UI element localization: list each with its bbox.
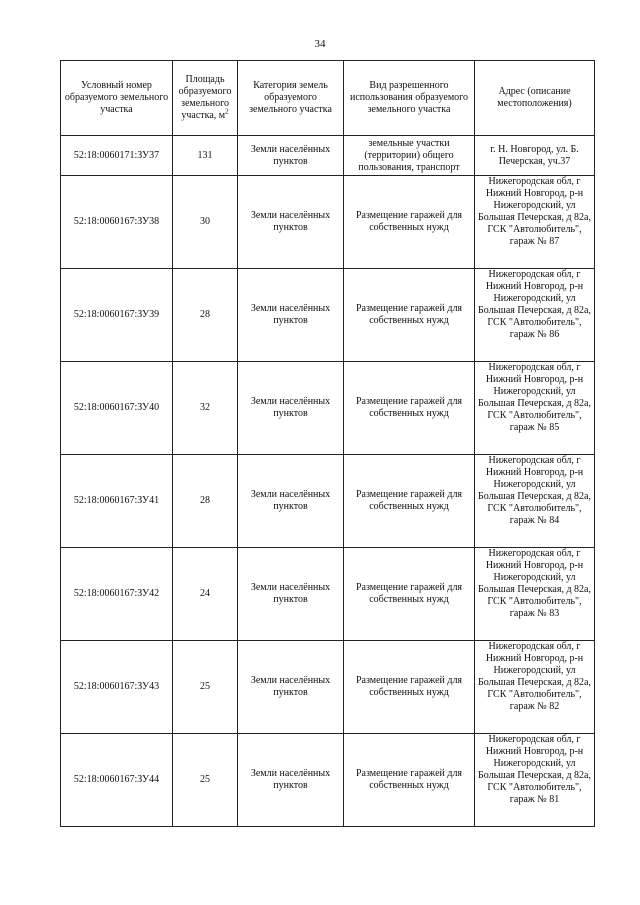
header-area-text: Площадь образуемого земельного участка, м [178,74,232,121]
header-address: Адрес (описание местоположения) [475,61,595,136]
cell-permitted-use: Размещение гаражей для собственных нужд [344,641,475,734]
cell-category: Земли населённых пунктов [238,269,344,362]
cell-address: Нижегородская обл, г Нижний Новгород, р-н Нижегородский, ул Большая Печерская, д 82а, ГСК "Автолюбитель", гараж № 84 [475,455,595,548]
cell-area: 25 [173,734,238,827]
table-row [61,548,595,641]
table-row [61,362,595,455]
cell-plot-number: 52:18:0060167:ЗУ44 [61,734,173,827]
cell-category: Земли населённых пунктов [238,548,344,641]
table-header-row [61,61,595,136]
cell-category: Земли населённых пунктов [238,362,344,455]
cell-permitted-use: Размещение гаражей для собственных нужд [344,269,475,362]
header-area-sup: 2 [225,107,229,116]
cell-plot-number: 52:18:0060167:ЗУ42 [61,548,173,641]
cell-address: Нижегородская обл, г Нижний Новгород, р-н Нижегородский, ул Большая Печерская, д 82а, ГСК "Автолюбитель", гараж № 81 [475,734,595,827]
table-row [61,269,595,362]
cell-address: Нижегородская обл, г Нижний Новгород, р-н Нижегородский, ул Большая Печерская, д 82а, ГСК "Автолюбитель", гараж № 82 [475,641,595,734]
header-permitted-use: Вид разрешенного использования образуемого земельного участка [344,61,475,136]
page-number: 34 [314,38,326,50]
cell-plot-number: 52:18:0060167:ЗУ40 [61,362,173,455]
cell-address: Нижегородская обл, г Нижний Новгород, р-н Нижегородский, ул Большая Печерская, д 82а, ГСК "Автолюбитель", гараж № 87 [475,176,595,269]
cell-area: 28 [173,269,238,362]
cell-permitted-use: Размещение гаражей для собственных нужд [344,362,475,455]
cell-address: Нижегородская обл, г Нижний Новгород, р-н Нижегородский, ул Большая Печерская, д 82а, ГСК "Автолюбитель", гараж № 86 [475,269,595,362]
cell-address: Нижегородская обл, г Нижний Новгород, р-н Нижегородский, ул Большая Печерская, д 82а, ГСК "Автолюбитель", гараж № 85 [475,362,595,455]
header-category: Категория земель образуемого земельного участка [238,61,344,136]
cell-plot-number: 52:18:0060167:ЗУ39 [61,269,173,362]
table-row [61,641,595,734]
table-row [61,734,595,827]
cell-area: 30 [173,176,238,269]
cell-permitted-use: Размещение гаражей для собственных нужд [344,455,475,548]
cell-plot-number: 52:18:0060171:ЗУ37 [61,136,173,176]
cell-permitted-use: Размещение гаражей для собственных нужд [344,176,475,269]
cell-category: Земли населённых пунктов [238,641,344,734]
cell-category: Земли населённых пунктов [238,136,344,176]
cell-plot-number: 52:18:0060167:ЗУ43 [61,641,173,734]
cell-plot-number: 52:18:0060167:ЗУ41 [61,455,173,548]
cell-permitted-use: Размещение гаражей для собственных нужд [344,734,475,827]
cell-category: Земли населённых пунктов [238,176,344,269]
cell-plot-number: 52:18:0060167:ЗУ38 [61,176,173,269]
table-row [61,455,595,548]
cell-area: 32 [173,362,238,455]
cell-permitted-use: земельные участки (территории) общего пользования, транспорт [344,136,475,176]
cell-area: 131 [173,136,238,176]
cell-permitted-use: Размещение гаражей для собственных нужд [344,548,475,641]
cell-area: 24 [173,548,238,641]
land-plots-table [60,60,595,827]
cell-category: Земли населённых пунктов [238,455,344,548]
table-row [61,176,595,269]
cell-address: г. Н. Новгород, ул. Б. Печерская, уч.37 [475,136,595,176]
cell-category: Земли населённых пунктов [238,734,344,827]
header-plot-number: Условный номер образуемого земельного участка [61,61,173,136]
cell-area: 25 [173,641,238,734]
cell-address: Нижегородская обл, г Нижний Новгород, р-н Нижегородский, ул Большая Печерская, д 82а, ГСК "Автолюбитель", гараж № 83 [475,548,595,641]
header-area [173,61,238,136]
table-row [61,136,595,176]
cell-area: 28 [173,455,238,548]
